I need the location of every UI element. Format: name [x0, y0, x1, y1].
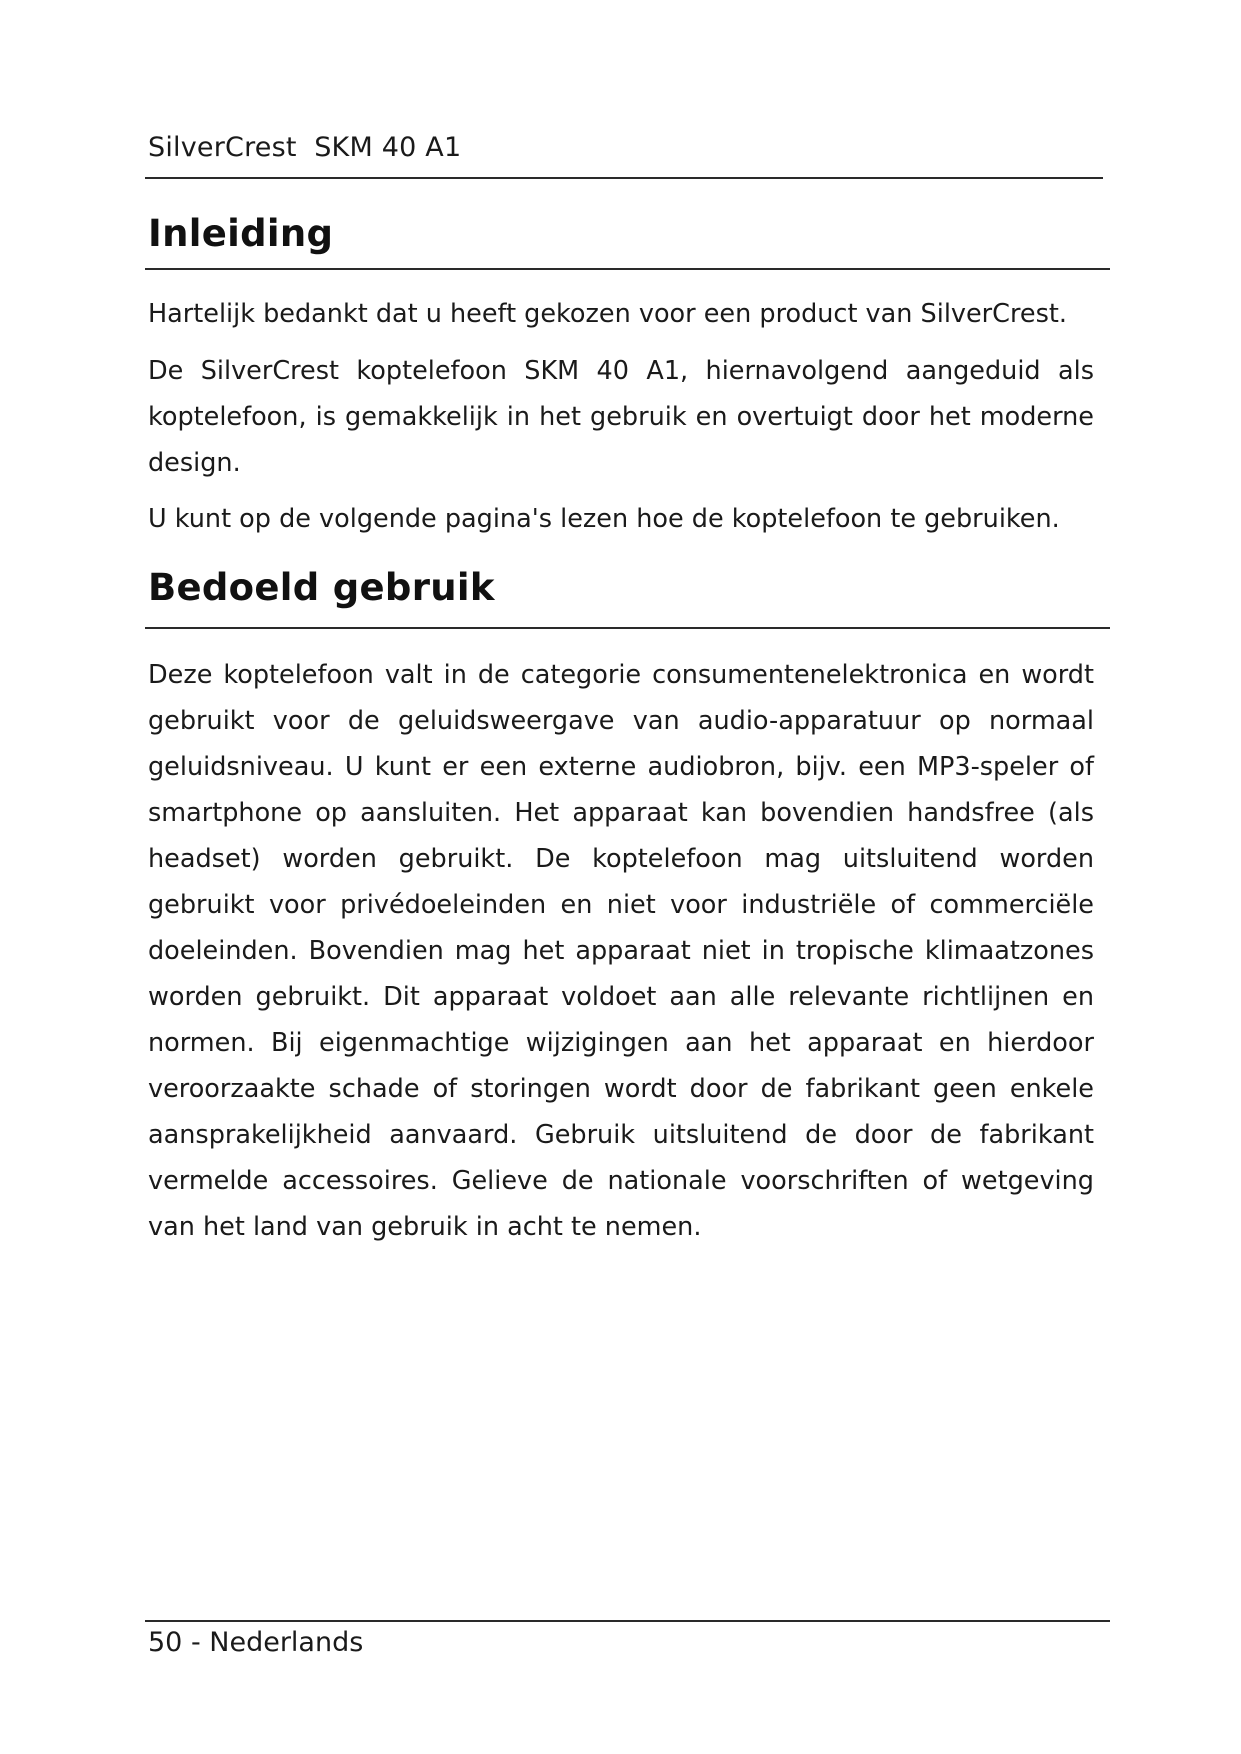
- footer-divider: [145, 1620, 1110, 1622]
- paragraph-product-intro: De SilverCrest koptelefoon SKM 40 A1, hiernavolgend aangeduid als koptelefoon, is gemakkelijk in het gebruik en overtuigt door het moderne design.: [148, 356, 1094, 478]
- section-divider-inleiding: [145, 268, 1110, 270]
- section-heading-inleiding: Inleiding: [148, 212, 334, 255]
- section-heading-bedoeld-gebruik: Bedoeld gebruik: [148, 566, 495, 609]
- paragraph-usage-pointer: U kunt op de volgende pagina's lezen hoe de koptelefoon te gebruiken.: [148, 504, 1060, 534]
- paragraph-thanks: Hartelijk bedankt dat u heeft gekozen voor een product van SilverCrest.: [148, 299, 1067, 329]
- section-divider-bedoeld-gebruik: [145, 627, 1110, 629]
- footer-page-label: 50 - Nederlands: [148, 1627, 364, 1658]
- running-header-title: SilverCrest SKM 40 A1: [148, 132, 462, 163]
- header-divider: [145, 177, 1103, 179]
- paragraph-intended-use: Deze koptelefoon valt in de categorie consumentenelektronica en wordt gebruikt voor de geluidsweergave van audio-apparatuur op normaal geluidsniveau. U kunt er een externe audiobron, bijv. een MP3-speler of smartphone op aansluiten. Het apparaat kan bovendien handsfree (als headset) worden gebruikt. De koptelefoon mag uitsluitend worden gebruikt voor privédoeleinden en niet voor industriële of commerciële doeleinden. Bovendien mag het apparaat niet in tropische klimaatzones worden gebruikt. Dit apparaat voldoet aan alle relevante richtlijnen en normen. Bij eigenmachtige wijzigingen aan het apparaat en hierdoor veroorzaakte schade of storingen wordt door de fabrikant geen enkele aansprakelijkheid aanvaard. Gebruik uitsluitend de door de fabrikant vermelde accessoires. Gelieve de nationale voorschriften of wetgeving van het land van gebruik in acht te nemen.: [148, 660, 1094, 1242]
